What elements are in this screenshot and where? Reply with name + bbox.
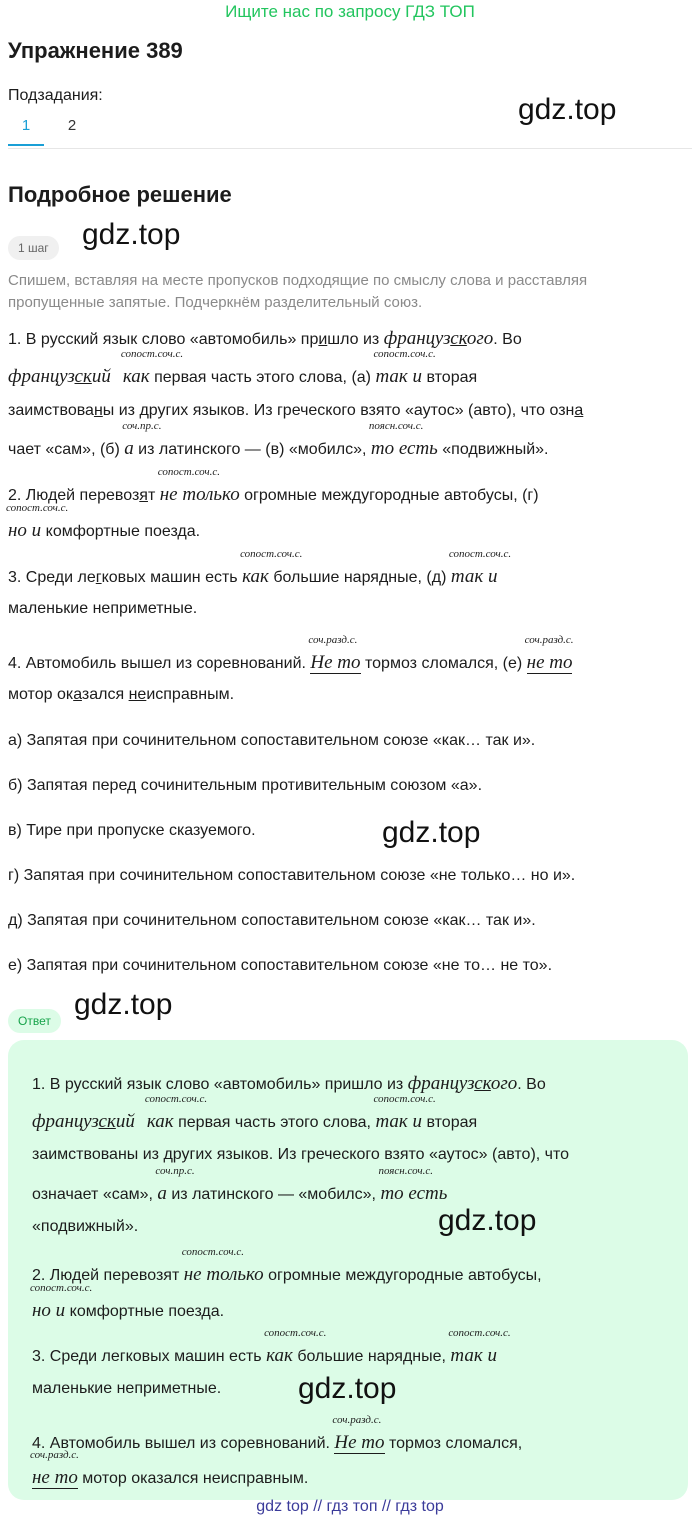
tab-2[interactable]: 2 (67, 117, 77, 134)
solution-line-2: французский сопост.соч.с. как первая часть этого слова, (а) сопост.соч.с. так и вторая (8, 348, 478, 387)
answer-line-11: соч.разд.с. не то мотор оказался неисправным. (30, 1449, 309, 1488)
annotated-conjunction: сопост.соч.с. так и (448, 548, 512, 587)
annotated-conjunction: сопост.соч.с. как (240, 548, 303, 587)
answer-line-9: маленькие неприметные. (32, 1380, 222, 1397)
answer-line-1: 1. В русский язык слово «автомобиль» пришло из французского. Во (32, 1073, 546, 1094)
intro-text (8, 270, 688, 314)
note-d: д) Запятая при сочинительном сопоставительном союзе «как… так и». (8, 912, 536, 929)
annotated-conjunction: соч.пр.с. а (155, 1165, 195, 1204)
footer-links[interactable]: gdz top // гдз топ // гдз top (256, 1498, 444, 1515)
answer-line-5: «подвижный». (32, 1218, 139, 1235)
annotated-conjunction: соч.пр.с. а (122, 420, 162, 459)
annotated-conjunction: поясн.соч.с. то есть (368, 420, 438, 459)
solution-line-4: чает «сам», (б) соч.пр.с. а из латинского — (в) «мобилс», поясн.соч.с. то есть «подвижный». (8, 420, 549, 459)
answer-line-3: заимствованы из других языков. Из греческого взято «аутос» (авто), что (32, 1146, 570, 1163)
annotated-conjunction: сопост.соч.с. но и (6, 502, 69, 541)
answer-line-7: сопост.соч.с. но и комфортные поезда. (30, 1282, 225, 1321)
watermark: gdz.top (382, 816, 481, 849)
watermark: gdz.top (298, 1372, 397, 1405)
annotated-conjunction: соч.разд.с. Не то (308, 634, 361, 673)
promo-banner[interactable]: Ищите нас по запросу ГДЗ ТОП (225, 2, 475, 21)
answer-line-4: означает «сам», соч.пр.с. а из латинского — «мобилс», поясн.соч.с. то есть (32, 1165, 448, 1204)
solution-line-6: сопост.соч.с. но и комфортные поезда. (6, 502, 201, 541)
annotated-conjunction: сопост.соч.с. как (264, 1327, 327, 1366)
step-chip: 1 шаг (8, 236, 59, 260)
annotated-conjunction: сопост.соч.с. не только (157, 466, 240, 505)
annotated-conjunction: сопост.соч.с. как (120, 348, 184, 387)
answer-line-10: 4. Автомобиль вышел из соревнований. соч.разд.с. Не то тормоз сломался, (32, 1414, 523, 1453)
watermark: gdz.top (518, 93, 617, 126)
annotated-conjunction: сопост.соч.с. так и (373, 1093, 436, 1132)
page-title: Упражнение 389 (8, 38, 183, 63)
note-v: в) Тире при пропуске сказуемого. (8, 822, 256, 839)
note-g: г) Запятая при сочинительном сопоставительном союзе «не только… но и». (8, 867, 576, 884)
watermark: gdz.top (74, 988, 173, 1021)
annotated-conjunction: сопост.соч.с. не только (181, 1246, 264, 1285)
watermark: gdz.top (82, 218, 181, 251)
answer-line-6: 2. Людей перевозят сопост.соч.с. не только огромные междугородные автобусы, (32, 1246, 542, 1285)
solution-line-1: 1. В русский язык слово «автомобиль» пришло из французского. Во (8, 328, 522, 349)
note-b: б) Запятая перед сочинительным противительным союзом «а». (8, 777, 483, 794)
solution-line-7: 3. Среди легковых машин есть сопост.соч.с. как большие нарядные, (д) сопост.соч.с. так и (8, 548, 512, 587)
annotated-conjunction: сопост.соч.с. но и (30, 1282, 93, 1321)
solution-line-3: заимствованы из других языков. Из греческого взято «аутос» (авто), что озна (8, 402, 584, 419)
annotated-conjunction: сопост.соч.с. так и (448, 1327, 511, 1366)
answer-line-2: французский сопост.соч.с. как первая часть этого слова, сопост.соч.с. так и вторая (32, 1093, 478, 1132)
annotated-conjunction: соч.разд.с. Не то (332, 1414, 385, 1453)
answer-line-8: 3. Среди легковых машин есть сопост.соч.с. как большие нарядные, сопост.соч.с. так и (32, 1327, 511, 1366)
intro-line: Спишем, вставляя на месте пропусков подходящие по смыслу слова и расставляя (8, 272, 588, 289)
subtasks-label: Подзадания: (8, 87, 103, 104)
annotated-conjunction: сопост.соч.с. так и (373, 348, 436, 387)
intro-line: пропущенные запятые. Подчеркнём разделительный союз. (8, 294, 423, 311)
note-a: а) Запятая при сочинительном сопоставительном союзе «как… так и». (8, 732, 536, 749)
solution-line-8: маленькие неприметные. (8, 600, 198, 617)
annotated-conjunction: соч.разд.с. не то (30, 1449, 79, 1488)
annotated-conjunction: соч.разд.с. не то (524, 634, 574, 673)
solution-heading: Подробное решение (8, 182, 232, 207)
annotated-conjunction: поясн.соч.с. то есть (378, 1165, 448, 1204)
solution-line-9: 4. Автомобиль вышел из соревнований. соч.разд.с. Не то тормоз сломался, (е) соч.разд.с. не то (8, 634, 574, 673)
solution-line-5: 2. Людей перевозят сопост.соч.с. не только огромные междугородные автобусы, (г) (8, 466, 539, 505)
note-e: е) Запятая при сочинительном сопоставительном союзе «не то… не то». (8, 957, 553, 974)
annotated-conjunction: сопост.соч.с. как (144, 1093, 208, 1132)
watermark: gdz.top (438, 1204, 537, 1237)
solution-line-10: мотор оказался неисправным. (8, 686, 235, 703)
tab-1[interactable]: 1 (8, 110, 44, 146)
answer-chip: Ответ (8, 1009, 61, 1033)
